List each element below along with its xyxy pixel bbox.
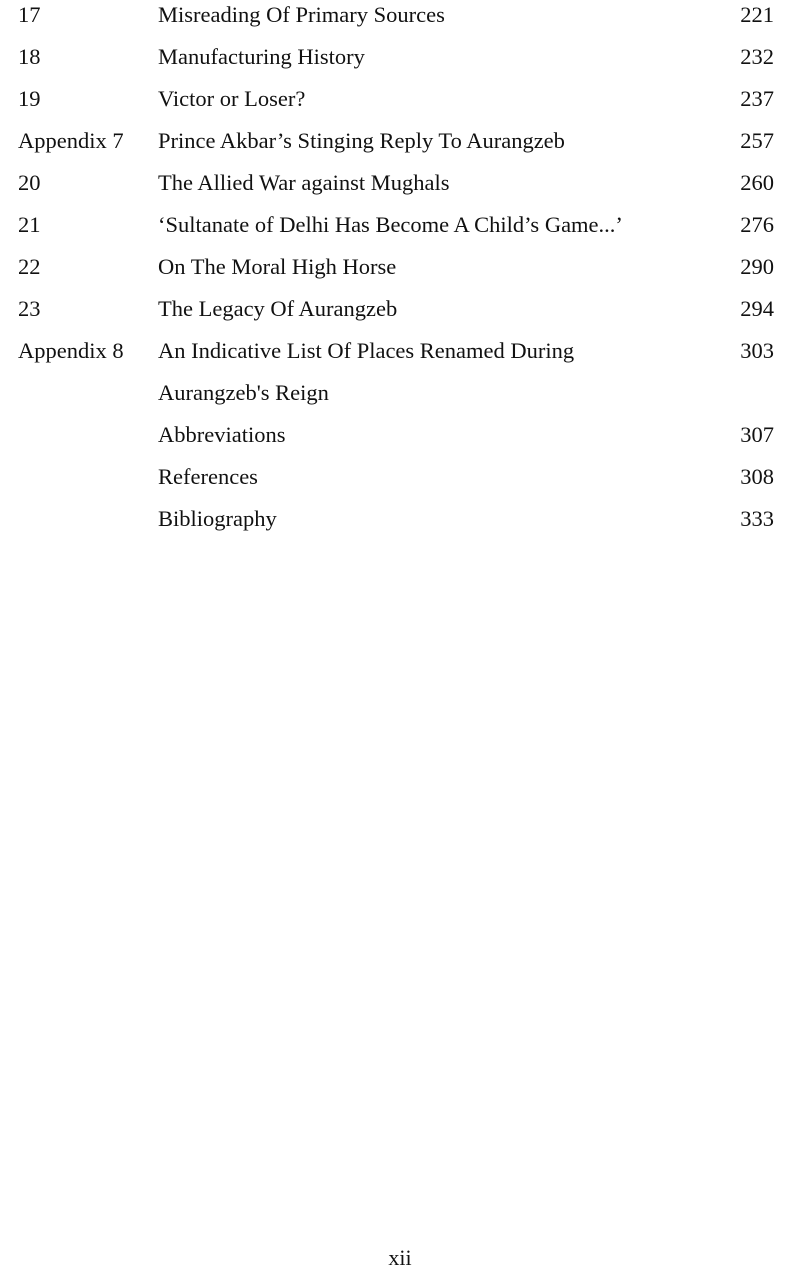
page-number: 276 (740, 212, 774, 237)
chapter-title: The Allied War against Mughals (158, 170, 450, 195)
toc-entry (0, 462, 800, 504)
chapter-title: Prince Akbar’s Stinging Reply To Aurangzeb (158, 128, 565, 153)
chapter-number: 17 (18, 2, 41, 27)
toc-entry (0, 420, 800, 462)
toc-entry (0, 126, 800, 168)
page-number: 260 (740, 170, 774, 195)
chapter-title: The Legacy Of Aurangzeb (158, 296, 398, 321)
chapter-number: 21 (18, 212, 41, 237)
page-number: 257 (740, 128, 774, 153)
toc-entry (0, 252, 800, 294)
toc-entry (0, 504, 800, 546)
page-number: 232 (740, 44, 774, 69)
chapter-title: Manufacturing History (158, 44, 365, 69)
toc-entry (0, 168, 800, 210)
page-number: 290 (740, 254, 774, 279)
chapter-title: Bibliography (158, 506, 277, 531)
chapter-title: Misreading Of Primary Sources (158, 2, 445, 27)
chapter-number: 23 (18, 296, 41, 321)
chapter-number: 18 (18, 44, 41, 69)
chapter-title: Victor or Loser? (158, 86, 306, 111)
page-number: 303 (740, 338, 774, 363)
page-number: 221 (740, 2, 774, 27)
chapter-number: 19 (18, 86, 41, 111)
chapter-title: Abbreviations (158, 422, 286, 447)
toc-entry (0, 294, 800, 336)
appendix-label: Appendix 7 (18, 128, 124, 153)
page-number: 333 (740, 506, 774, 531)
toc-entry (0, 336, 800, 378)
chapter-title: ‘Sultanate of Delhi Has Become A Child’s Game...’ (158, 212, 623, 237)
chapter-number: 20 (18, 170, 41, 195)
toc-entry (0, 84, 800, 126)
page-number: 308 (740, 464, 774, 489)
appendix-label: Appendix 8 (18, 338, 124, 363)
toc-entry (0, 42, 800, 84)
toc-entry (0, 210, 800, 252)
toc-entry-continuation (0, 378, 800, 420)
chapter-title: References (158, 464, 258, 489)
page-number: 307 (740, 422, 774, 447)
toc-entry (0, 0, 800, 42)
chapter-title: Aurangzeb's Reign (158, 380, 329, 405)
chapter-number: 22 (18, 254, 41, 279)
chapter-title: An Indicative List Of Places Renamed During (158, 338, 575, 363)
page-number: 237 (740, 86, 774, 111)
page-folio: xii (388, 1245, 412, 1270)
page-number: 294 (740, 296, 774, 321)
chapter-title: On The Moral High Horse (158, 254, 397, 279)
